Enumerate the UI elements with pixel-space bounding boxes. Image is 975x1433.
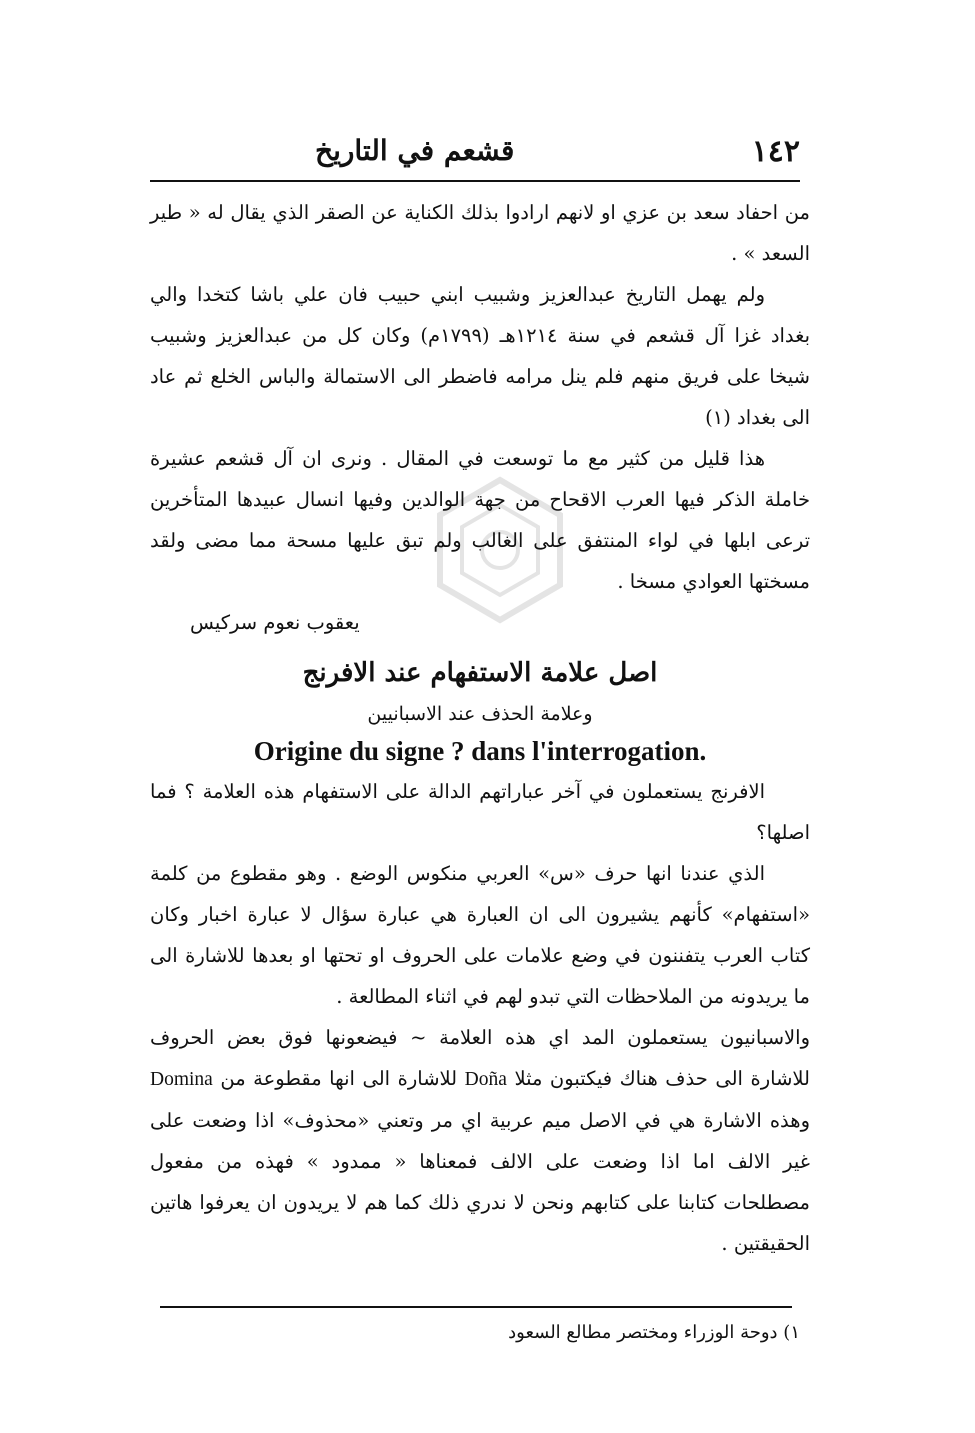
page-number: ١٤٢ <box>751 134 800 169</box>
paragraph-2: ولم يهمل التاريخ عبدالعزيز وشبيب ابني حبيب فان علي باشا كتخدا والي بغداد غزا آل قشعم في سنة ١٢١٤هـ (١٧٩٩م) وكان كل من عبدالعزيز وشبيب شيخا على فريق منهم فلم ينل مرامه فاضطر الى الاستمالة والباس الخلع ثم عاد الى بغداد (١) <box>150 283 810 429</box>
footnote: ١) دوحة الوزراء ومختصر مطالع السعود <box>508 1322 800 1343</box>
page-body <box>150 192 810 1264</box>
running-title: قشعم في التاريخ <box>315 134 515 167</box>
dona-text-part-1: والاسبانيون يستعملون المد اي هذه العلامة ~ فيضعونها فوق بعض الحروف للاشارة الى حذف هناك فيكتبون مثلا <box>150 1026 810 1090</box>
footnote-divider <box>160 1306 792 1308</box>
author-signature: يعقوب نعوم سركيس <box>190 611 360 634</box>
paragraph-5: الذي عندنا انها حرف «س» العربي منكوس الوضع . وهو مقطوع من كلمة «استفهام» كأنهم يشيرون الى ان العبارة هي عبارة سؤال لا عبارة اخبار وكان كتاب العرب يتفننون في وضع علامات على الحروف او تحتها او بعدها للاشارة الى ما يريدونه من الملاحظات التي تبدو لهم في اثناء المطالعة . <box>150 862 810 1008</box>
paragraph-3: هذا قليل من كثير مع ما توسعت في المقال . ونرى ان آل قشعم عشيرة خاملة الذكر فيها العرب الاقحاح من جهة الوالدين وفيها انسال عبيدها المتأخرين ترعى ابلها في لواء المنتفق على الغالب ولم تبق عليها مسحة مما مضى ولقد مسختها العوادي مسخا . <box>150 447 810 593</box>
dona-text-part-2: للاشارة الى انها مقطوعة من <box>220 1067 458 1090</box>
word-domina: Domina <box>150 1069 213 1090</box>
paragraph-1: من احفاد سعد بن عزي او لانهم ارادوا بذلك الكناية عن الصقر الذي يقال له « طير السعد » . <box>150 201 810 265</box>
section-subtitle: وعلامة الحذف عند الاسبانيين <box>367 703 593 725</box>
dona-text-part-3: وهذه الاشارة هي في الاصل ميم عربية اي مر وتعني «محذوف» اذا وضعت على غير الالف اما اذا وضعت على الالف فمعناها « ممدود » فهذه من مفعول مصطلحات كتابنا على كتابهم ونحن لا ندري ذلك كما هم لا يريدون ان يعرفوا هاتين الحقيقتين . <box>150 1109 810 1255</box>
section-title: اصل علامة الاستفهام عند الافرنج <box>302 658 658 688</box>
page-header <box>150 128 800 182</box>
paragraph-4: الافرنج يستعملون في آخر عباراتهم الدالة على الاستفهام هذه العلامة ؟ فما اصلها؟ <box>150 780 810 844</box>
paragraph-6 <box>150 1017 810 1264</box>
french-title: Origine du signe ? dans l'interrogation. <box>253 736 707 766</box>
word-dona: Doña <box>464 1069 507 1090</box>
